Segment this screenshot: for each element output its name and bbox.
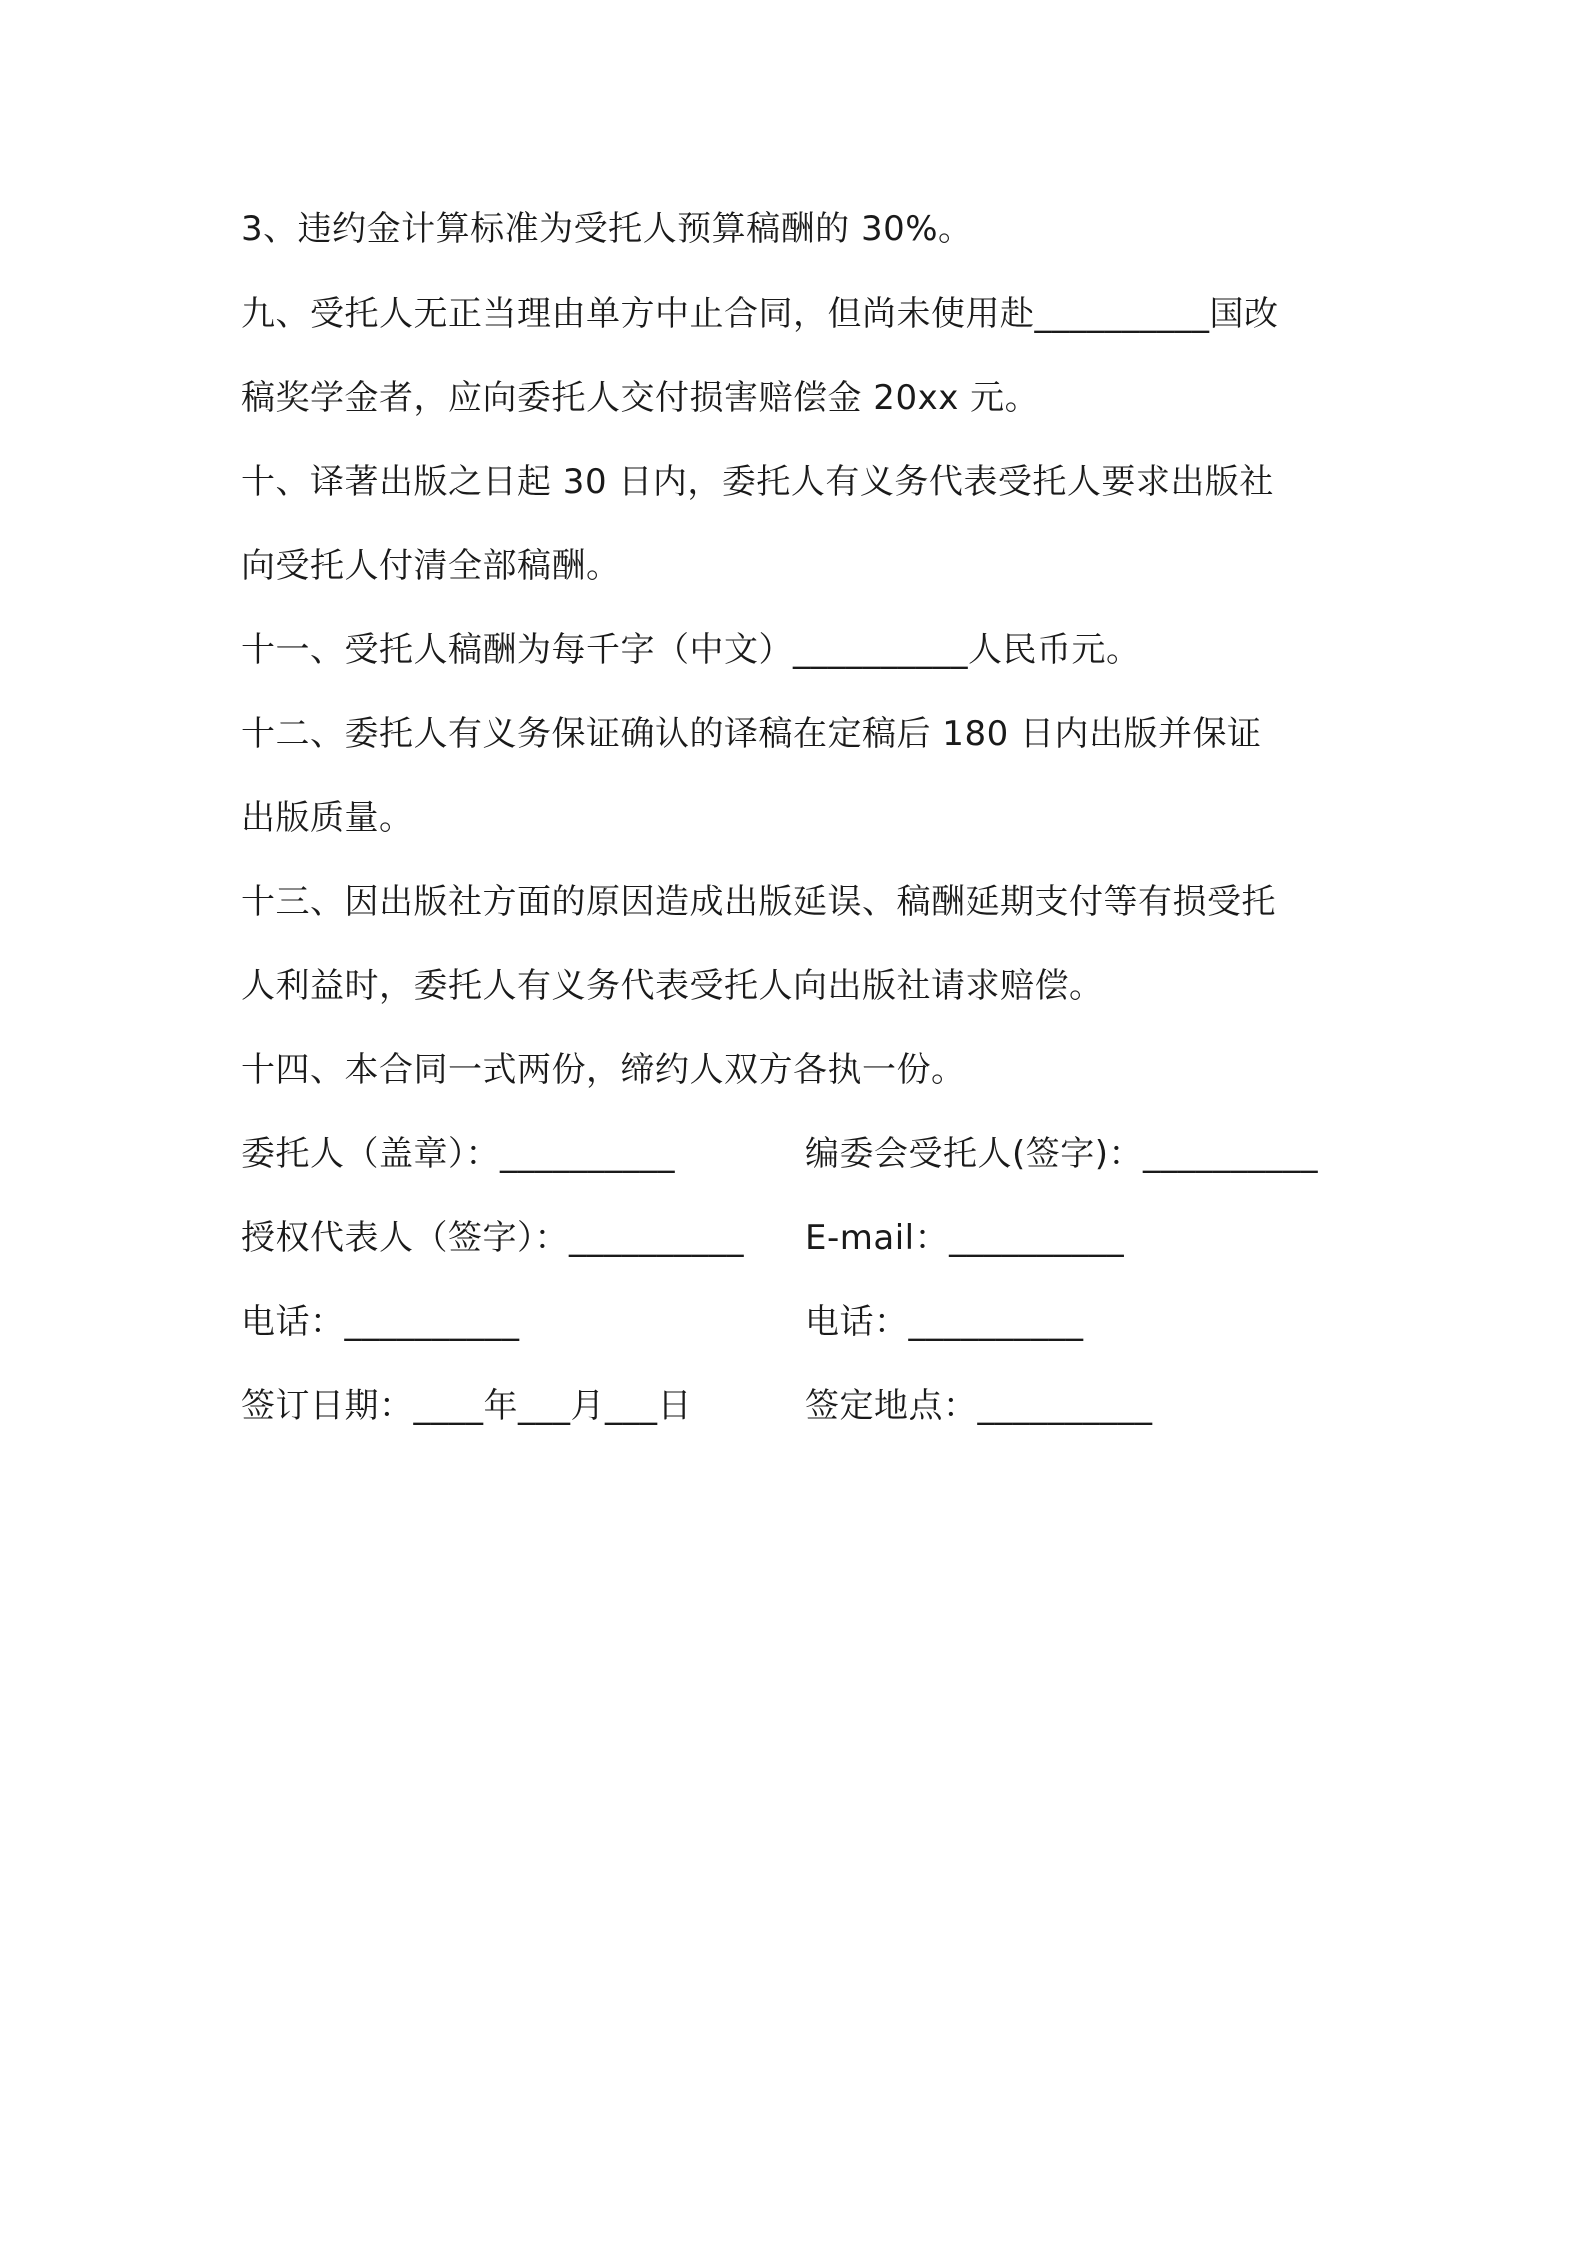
signature-entrustor-seal: 委托人（盖章）：__________	[241, 1134, 675, 1174]
signature-email: E-mail：__________	[805, 1218, 1125, 1258]
signature-place: 签定地点：__________	[805, 1386, 1153, 1426]
paragraph-clause-13-line-1: 十三、因出版社方面的原因造成出版延误、稿酬延期支付等有损受托	[241, 882, 1276, 922]
paragraph-clause-9-line-1: 九、受托人无正当理由单方中止合同，但尚未使用赴__________国改	[241, 294, 1279, 334]
signature-phone-left: 电话：__________	[241, 1302, 520, 1342]
paragraph-clause-9-line-2: 稿奖学金者，应向委托人交付损害赔偿金 20xx 元。	[241, 378, 1040, 418]
paragraph-clause-10-line-1: 十、译著出版之日起 30 日内，委托人有义务代表受托人要求出版社	[241, 462, 1274, 502]
signature-phone-right: 电话：__________	[805, 1302, 1084, 1342]
paragraph-clause-12-line-1: 十二、委托人有义务保证确认的译稿在定稿后 180 日内出版并保证	[241, 714, 1262, 754]
paragraph-penalty-standard: 3、违约金计算标准为受托人预算稿酬的 30%。	[241, 209, 973, 249]
paragraph-clause-12-line-2: 出版质量。	[241, 798, 414, 838]
paragraph-clause-13-line-2: 人利益时，委托人有义务代表受托人向出版社请求赔偿。	[241, 966, 1104, 1006]
signature-date: 签订日期：____年___月___日	[241, 1386, 692, 1426]
signature-trustee: 编委会受托人(签字)：__________	[805, 1134, 1319, 1174]
paragraph-clause-11: 十一、受托人稿酬为每千字（中文）__________人民币元。	[241, 630, 1141, 670]
signature-authorized-rep: 授权代表人（签字）：__________	[241, 1218, 744, 1258]
paragraph-clause-10-line-2: 向受托人付清全部稿酬。	[241, 546, 621, 586]
paragraph-clause-14: 十四、本合同一式两份，缔约人双方各执一份。	[241, 1050, 966, 1090]
